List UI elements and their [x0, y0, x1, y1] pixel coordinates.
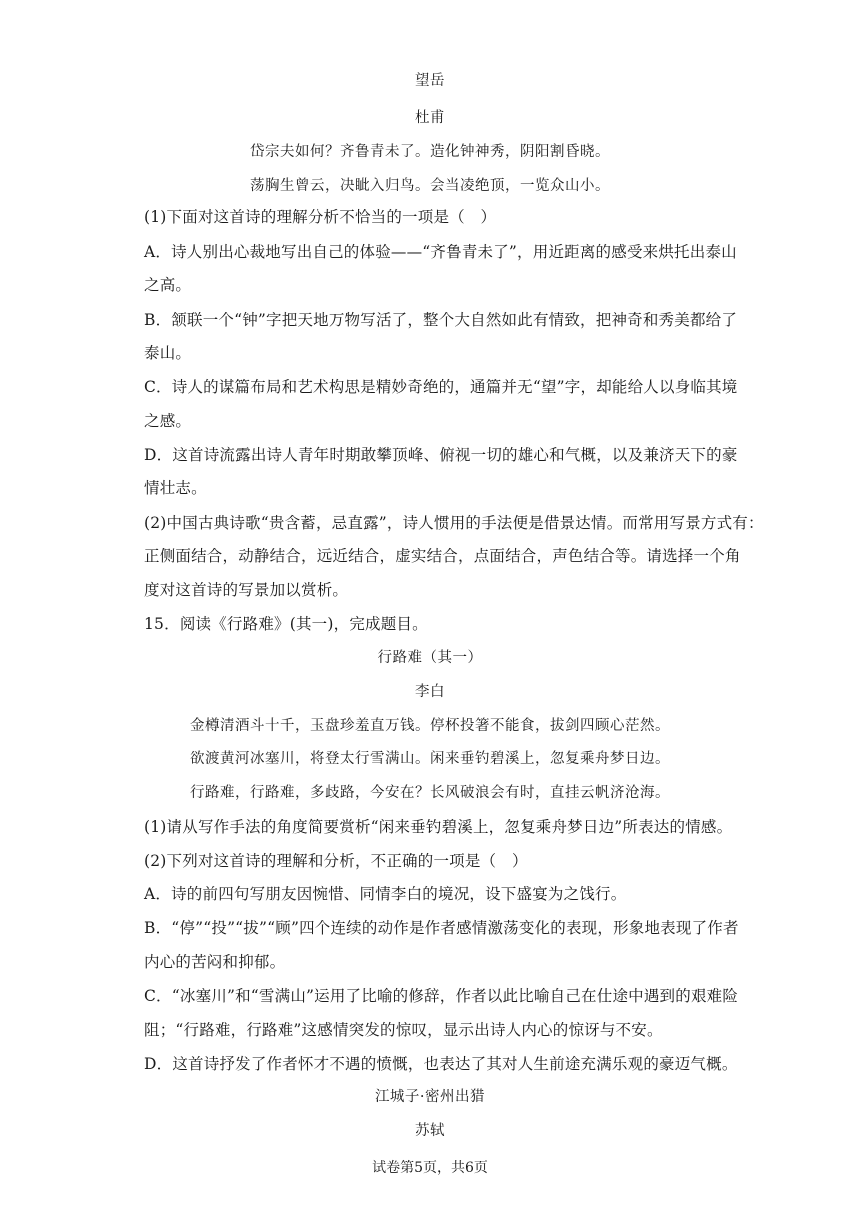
question-15-2-stem: (2)下列对这首诗的理解和分析，不正确的一项是（ ）	[144, 852, 528, 870]
poem-title: 望岳	[415, 73, 445, 89]
option-c-line2: 之感。	[144, 412, 192, 430]
poem-line: 金樽清酒斗十千，玉盘珍羞直万钱。停杯投箸不能食，拔剑四顾心茫然。	[190, 718, 670, 734]
option-c-line1: C．“冰塞川”和“雪满山”运用了比喻的修辞，作者以此比喻自己在仕途中遇到的艰难险	[144, 987, 739, 1005]
option-c-line2: 阻；“行路难，行路难”这感情突发的惊叹，显示出诗人内心的惊讶与不安。	[144, 1021, 663, 1039]
poem-author: 李白	[415, 684, 445, 700]
poem-line: 荡胸生曾云，决眦入归鸟。会当凌绝顶，一览众山小。	[250, 178, 610, 194]
question-stem: (1)下面对这首诗的理解分析不恰当的一项是（ ）	[144, 208, 497, 226]
option-d-line1: D．这首诗抒发了作者怀才不遇的愤慨，也表达了其对人生前途充满乐观的豪迈气概。	[144, 1055, 738, 1073]
poem-title: 江城子·密州出猎	[374, 1089, 486, 1105]
option-c-line1: C．诗人的谋篇布局和艺术构思是精妙奇绝的，通篇并无“望”字，却能给人以身临其境	[144, 378, 738, 396]
question-2-line1: (2)中国古典诗歌“贵含蓄，忌直露”，诗人惯用的手法便是借景达情。而常用写景方式有：	[144, 514, 764, 532]
question-2-line3: 度对这首诗的写景加以赏析。	[144, 581, 349, 599]
question-15-1: (1)请从写作手法的角度简要赏析“闲来垂钓碧溪上，忽复乘舟梦日边”所表达的情感。	[144, 818, 733, 836]
poem-line: 行路难，行路难，多歧路，今安在？长风破浪会有时，直挂云帆济沧海。	[190, 785, 670, 801]
question-2-line2: 正侧面结合，动静结合，远近结合，虚实结合，点面结合，声色结合等。请选择一个角	[144, 547, 741, 565]
option-b-line2: 内心的苦闷和抑郁。	[144, 953, 286, 971]
option-d-line2: 情壮志。	[144, 479, 207, 497]
option-d-line1: D．这首诗流露出诗人青年时期敢攀顶峰、俯视一切的雄心和气概，以及兼济天下的豪	[144, 446, 738, 464]
option-b-line2: 泰山。	[144, 344, 192, 362]
option-a-line2: 之高。	[144, 276, 192, 294]
option-a-line1: A．诗的前四句写朋友因惋惜、同情李白的境况，设下盛宴为之饯行。	[144, 885, 627, 903]
poem-line: 欲渡黄河冰塞川，将登太行雪满山。闲来垂钓碧溪上，忽复乘舟梦日边。	[190, 751, 670, 767]
poem-title: 行路难（其一）	[377, 650, 483, 666]
poem-author: 杜甫	[415, 110, 445, 126]
page-footer: 试卷第5页，共6页	[372, 1160, 488, 1176]
option-b-line1: B．颔联一个“钟”字把天地万物写活了，整个大自然如此有情致，把神奇和秀美都给了	[144, 311, 738, 329]
question-15-heading: 15．阅读《行路难》(其一)，完成题目。	[144, 615, 428, 633]
poem-author: 苏轼	[415, 1123, 445, 1139]
option-a-line1: A．诗人别出心裁地写出自己的体验——“齐鲁青未了”，用近距离的感受来烘托出泰山	[144, 243, 737, 261]
poem-line: 岱宗夫如何？齐鲁青未了。造化钟神秀，阴阳割昏晓。	[250, 144, 610, 160]
option-b-line1: B．“停”“投”“拔”“顾”四个连续的动作是作者感情激荡变化的表现，形象地表现了作者	[144, 919, 739, 937]
